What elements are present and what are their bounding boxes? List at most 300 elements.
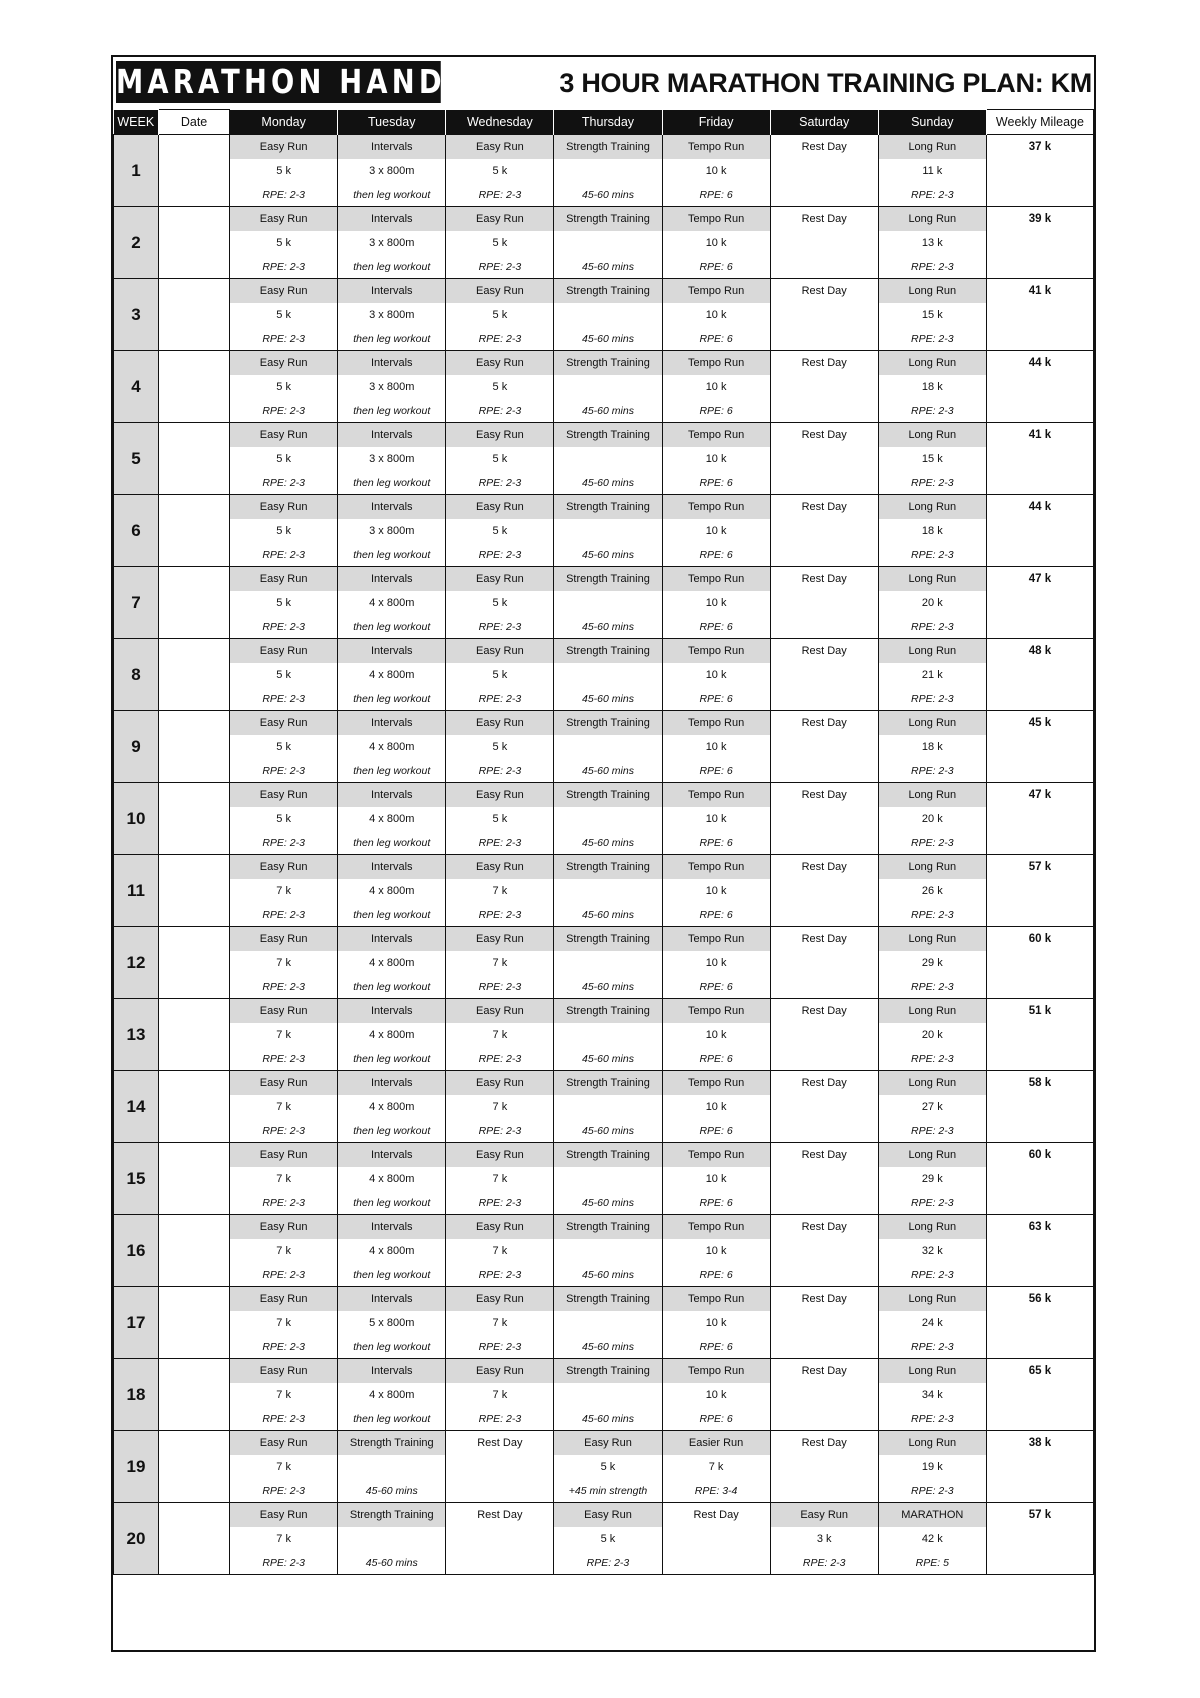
week-number: 17 xyxy=(114,1287,159,1359)
workout-note-thursday: 45-60 mins xyxy=(554,903,662,927)
workout-note-wednesday: RPE: 2-3 xyxy=(446,687,554,711)
workout-label-tuesday: Intervals xyxy=(338,927,446,952)
workout-note-saturday xyxy=(770,183,878,207)
workout-distance-sunday: 11 k xyxy=(878,159,986,183)
week-row xyxy=(114,855,1094,880)
workout-distance-saturday xyxy=(770,519,878,543)
workout-label-sunday: Long Run xyxy=(878,423,986,448)
workout-label-saturday: Easy Run xyxy=(770,1503,878,1528)
workout-note-sunday: RPE: 2-3 xyxy=(878,543,986,567)
workout-distance-thursday xyxy=(554,447,662,471)
workout-label-monday: Easy Run xyxy=(230,1287,338,1312)
workout-note-wednesday: RPE: 2-3 xyxy=(446,327,554,351)
date-cell[interactable] xyxy=(159,783,230,855)
workout-note-thursday: 45-60 mins xyxy=(554,1191,662,1215)
workout-label-sunday: Long Run xyxy=(878,999,986,1024)
week-row-notes xyxy=(114,471,1094,495)
workout-note-tuesday: 45-60 mins xyxy=(338,1551,446,1575)
workout-label-friday: Tempo Run xyxy=(662,279,770,304)
plan-title: 3 HOUR MARATHON TRAINING PLAN: KM xyxy=(559,68,1092,98)
workout-note-friday: RPE: 6 xyxy=(662,255,770,279)
training-plan-sheet xyxy=(111,55,1096,1652)
week-row-values xyxy=(114,807,1094,831)
workout-note-monday: RPE: 2-3 xyxy=(230,1119,338,1143)
workout-distance-friday: 10 k xyxy=(662,591,770,615)
workout-note-saturday xyxy=(770,903,878,927)
workout-note-monday: RPE: 2-3 xyxy=(230,1047,338,1071)
workout-distance-wednesday: 7 k xyxy=(446,1239,554,1263)
workout-distance-wednesday: 5 k xyxy=(446,591,554,615)
workout-label-monday: Easy Run xyxy=(230,495,338,520)
date-cell[interactable] xyxy=(159,279,230,351)
workout-label-thursday: Strength Training xyxy=(554,1287,662,1312)
week-number: 18 xyxy=(114,1359,159,1431)
workout-label-wednesday: Easy Run xyxy=(446,1143,554,1168)
week-row xyxy=(114,279,1094,304)
workout-label-friday: Tempo Run xyxy=(662,495,770,520)
workout-label-saturday: Rest Day xyxy=(770,351,878,376)
workout-note-friday: RPE: 6 xyxy=(662,615,770,639)
workout-label-saturday: Rest Day xyxy=(770,639,878,664)
workout-label-tuesday: Intervals xyxy=(338,495,446,520)
workout-note-thursday: 45-60 mins xyxy=(554,831,662,855)
workout-distance-monday: 5 k xyxy=(230,663,338,687)
weekly-mileage: 38 k xyxy=(986,1431,1093,1503)
workout-distance-saturday xyxy=(770,807,878,831)
workout-label-saturday: Rest Day xyxy=(770,207,878,232)
workout-distance-tuesday: 3 x 800m xyxy=(338,159,446,183)
workout-label-saturday: Rest Day xyxy=(770,423,878,448)
workout-distance-friday: 7 k xyxy=(662,1455,770,1479)
workout-distance-friday: 10 k xyxy=(662,1311,770,1335)
workout-label-saturday: Rest Day xyxy=(770,279,878,304)
workout-distance-monday: 5 k xyxy=(230,807,338,831)
week-row-notes xyxy=(114,255,1094,279)
workout-label-friday: Tempo Run xyxy=(662,423,770,448)
workout-label-monday: Easy Run xyxy=(230,279,338,304)
workout-distance-sunday: 20 k xyxy=(878,591,986,615)
workout-note-saturday xyxy=(770,975,878,999)
col-friday: Friday xyxy=(662,110,770,135)
week-row-values xyxy=(114,519,1094,543)
week-row-values xyxy=(114,1239,1094,1263)
workout-distance-thursday xyxy=(554,1095,662,1119)
week-row-notes xyxy=(114,327,1094,351)
workout-label-tuesday: Intervals xyxy=(338,1215,446,1240)
workout-distance-tuesday: 4 x 800m xyxy=(338,807,446,831)
weekly-mileage: 47 k xyxy=(986,567,1093,639)
workout-note-wednesday xyxy=(446,1479,554,1503)
week-row xyxy=(114,999,1094,1024)
workout-note-tuesday: then leg workout xyxy=(338,399,446,423)
workout-note-tuesday: then leg workout xyxy=(338,1191,446,1215)
workout-label-saturday: Rest Day xyxy=(770,927,878,952)
week-row-values xyxy=(114,231,1094,255)
workout-distance-sunday: 26 k xyxy=(878,879,986,903)
workout-note-sunday: RPE: 5 xyxy=(878,1551,986,1575)
week-row-values xyxy=(114,447,1094,471)
weekly-mileage: 47 k xyxy=(986,783,1093,855)
workout-note-friday: RPE: 3-4 xyxy=(662,1479,770,1503)
week-number: 10 xyxy=(114,783,159,855)
workout-note-thursday: 45-60 mins xyxy=(554,255,662,279)
col-sunday: Sunday xyxy=(878,110,986,135)
col-week: WEEK xyxy=(114,110,159,135)
week-number: 11 xyxy=(114,855,159,927)
date-cell[interactable] xyxy=(159,351,230,423)
workout-label-tuesday: Intervals xyxy=(338,279,446,304)
workout-label-wednesday: Easy Run xyxy=(446,783,554,808)
workout-label-friday: Tempo Run xyxy=(662,1071,770,1096)
workout-label-thursday: Strength Training xyxy=(554,855,662,880)
workout-label-saturday: Rest Day xyxy=(770,495,878,520)
date-cell[interactable] xyxy=(159,1287,230,1359)
workout-label-thursday: Strength Training xyxy=(554,1143,662,1168)
workout-note-monday: RPE: 2-3 xyxy=(230,255,338,279)
workout-note-saturday xyxy=(770,543,878,567)
workout-note-saturday xyxy=(770,1407,878,1431)
week-row xyxy=(114,1071,1094,1096)
workout-note-saturday xyxy=(770,831,878,855)
workout-note-monday: RPE: 2-3 xyxy=(230,327,338,351)
workout-label-saturday: Rest Day xyxy=(770,783,878,808)
week-row-notes xyxy=(114,759,1094,783)
workout-label-tuesday: Intervals xyxy=(338,1287,446,1312)
workout-note-friday: RPE: 6 xyxy=(662,759,770,783)
workout-label-saturday: Rest Day xyxy=(770,999,878,1024)
workout-label-monday: Easy Run xyxy=(230,783,338,808)
workout-label-friday: Tempo Run xyxy=(662,1287,770,1312)
workout-label-thursday: Strength Training xyxy=(554,567,662,592)
workout-distance-friday: 10 k xyxy=(662,375,770,399)
week-number: 6 xyxy=(114,495,159,567)
workout-distance-wednesday: 5 k xyxy=(446,519,554,543)
workout-distance-monday: 7 k xyxy=(230,1383,338,1407)
workout-label-wednesday: Easy Run xyxy=(446,855,554,880)
workout-distance-sunday: 13 k xyxy=(878,231,986,255)
date-cell[interactable] xyxy=(159,1431,230,1503)
week-row-values xyxy=(114,303,1094,327)
training-table xyxy=(113,109,1094,1575)
workout-distance-saturday xyxy=(770,231,878,255)
workout-distance-sunday: 19 k xyxy=(878,1455,986,1479)
workout-label-sunday: Long Run xyxy=(878,711,986,736)
workout-label-tuesday: Strength Training xyxy=(338,1431,446,1456)
workout-note-wednesday: RPE: 2-3 xyxy=(446,759,554,783)
workout-label-sunday: Long Run xyxy=(878,855,986,880)
weekly-mileage: 41 k xyxy=(986,279,1093,351)
workout-label-sunday: MARATHON xyxy=(878,1503,986,1528)
workout-label-wednesday: Easy Run xyxy=(446,423,554,448)
workout-distance-thursday xyxy=(554,1167,662,1191)
week-row-notes xyxy=(114,687,1094,711)
week-row-values xyxy=(114,591,1094,615)
col-weekly-mileage: Weekly Mileage xyxy=(986,110,1093,135)
workout-note-sunday: RPE: 2-3 xyxy=(878,687,986,711)
workout-note-sunday: RPE: 2-3 xyxy=(878,399,986,423)
week-row xyxy=(114,135,1094,160)
column-header-row xyxy=(114,110,1094,135)
workout-note-saturday xyxy=(770,471,878,495)
week-row xyxy=(114,1359,1094,1384)
workout-distance-wednesday: 7 k xyxy=(446,1023,554,1047)
week-row xyxy=(114,207,1094,232)
col-wednesday: Wednesday xyxy=(446,110,554,135)
workout-distance-tuesday xyxy=(338,1527,446,1551)
workout-distance-tuesday: 3 x 800m xyxy=(338,231,446,255)
workout-distance-friday: 10 k xyxy=(662,663,770,687)
workout-note-tuesday: then leg workout xyxy=(338,903,446,927)
workout-note-monday: RPE: 2-3 xyxy=(230,1263,338,1287)
weekly-mileage: 41 k xyxy=(986,423,1093,495)
workout-distance-monday: 7 k xyxy=(230,951,338,975)
workout-label-monday: Easy Run xyxy=(230,1143,338,1168)
workout-note-monday: RPE: 2-3 xyxy=(230,975,338,999)
week-row-notes xyxy=(114,1263,1094,1287)
workout-distance-wednesday xyxy=(446,1455,554,1479)
date-cell[interactable] xyxy=(159,1071,230,1143)
workout-note-friday: RPE: 6 xyxy=(662,471,770,495)
week-row xyxy=(114,639,1094,664)
workout-distance-tuesday: 3 x 800m xyxy=(338,447,446,471)
week-row xyxy=(114,423,1094,448)
workout-label-tuesday: Intervals xyxy=(338,1071,446,1096)
workout-note-sunday: RPE: 2-3 xyxy=(878,1047,986,1071)
workout-note-saturday xyxy=(770,255,878,279)
date-cell[interactable] xyxy=(159,135,230,207)
date-cell[interactable] xyxy=(159,207,230,279)
workout-distance-monday: 7 k xyxy=(230,1095,338,1119)
workout-note-sunday: RPE: 2-3 xyxy=(878,255,986,279)
workout-note-saturday xyxy=(770,399,878,423)
workout-distance-wednesday: 7 k xyxy=(446,1383,554,1407)
workout-note-friday: RPE: 6 xyxy=(662,975,770,999)
workout-note-thursday: +45 min strength xyxy=(554,1479,662,1503)
workout-label-wednesday: Easy Run xyxy=(446,567,554,592)
workout-distance-saturday xyxy=(770,159,878,183)
date-cell[interactable] xyxy=(159,1503,230,1575)
workout-note-saturday xyxy=(770,1119,878,1143)
workout-note-tuesday: then leg workout xyxy=(338,327,446,351)
workout-distance-monday: 5 k xyxy=(230,735,338,759)
workout-label-sunday: Long Run xyxy=(878,567,986,592)
workout-note-tuesday: then leg workout xyxy=(338,543,446,567)
workout-distance-monday: 5 k xyxy=(230,159,338,183)
workout-distance-wednesday: 7 k xyxy=(446,1311,554,1335)
workout-note-friday: RPE: 6 xyxy=(662,1047,770,1071)
date-cell[interactable] xyxy=(159,639,230,711)
workout-note-wednesday: RPE: 2-3 xyxy=(446,255,554,279)
workout-distance-saturday xyxy=(770,735,878,759)
workout-label-monday: Easy Run xyxy=(230,1071,338,1096)
workout-distance-sunday: 27 k xyxy=(878,1095,986,1119)
date-cell[interactable] xyxy=(159,927,230,999)
week-row-notes xyxy=(114,831,1094,855)
workout-note-friday: RPE: 6 xyxy=(662,903,770,927)
workout-distance-wednesday: 5 k xyxy=(446,735,554,759)
workout-label-wednesday: Easy Run xyxy=(446,1359,554,1384)
date-cell[interactable] xyxy=(159,567,230,639)
workout-distance-sunday: 42 k xyxy=(878,1527,986,1551)
workout-label-wednesday: Easy Run xyxy=(446,207,554,232)
workout-note-thursday: 45-60 mins xyxy=(554,615,662,639)
workout-label-friday: Tempo Run xyxy=(662,567,770,592)
workout-note-monday: RPE: 2-3 xyxy=(230,1335,338,1359)
workout-label-thursday: Strength Training xyxy=(554,423,662,448)
week-row-notes xyxy=(114,399,1094,423)
workout-label-monday: Easy Run xyxy=(230,711,338,736)
workout-distance-wednesday: 5 k xyxy=(446,447,554,471)
workout-label-wednesday: Easy Run xyxy=(446,1215,554,1240)
workout-label-friday: Tempo Run xyxy=(662,783,770,808)
workout-distance-sunday: 18 k xyxy=(878,519,986,543)
week-row-notes xyxy=(114,975,1094,999)
workout-label-sunday: Long Run xyxy=(878,1287,986,1312)
workout-distance-friday: 10 k xyxy=(662,519,770,543)
workout-label-friday: Tempo Run xyxy=(662,207,770,232)
workout-note-tuesday: then leg workout xyxy=(338,1047,446,1071)
workout-distance-saturday xyxy=(770,879,878,903)
workout-label-monday: Easy Run xyxy=(230,855,338,880)
workout-distance-sunday: 15 k xyxy=(878,447,986,471)
workout-label-thursday: Strength Training xyxy=(554,783,662,808)
workout-label-thursday: Strength Training xyxy=(554,495,662,520)
workout-distance-wednesday: 5 k xyxy=(446,231,554,255)
workout-label-saturday: Rest Day xyxy=(770,855,878,880)
workout-note-sunday: RPE: 2-3 xyxy=(878,903,986,927)
workout-distance-thursday xyxy=(554,1311,662,1335)
workout-note-wednesday: RPE: 2-3 xyxy=(446,1407,554,1431)
workout-distance-sunday: 20 k xyxy=(878,807,986,831)
workout-note-friday: RPE: 6 xyxy=(662,1335,770,1359)
workout-distance-saturday xyxy=(770,1095,878,1119)
workout-note-friday: RPE: 6 xyxy=(662,831,770,855)
workout-label-friday: Tempo Run xyxy=(662,999,770,1024)
workout-note-wednesday: RPE: 2-3 xyxy=(446,1119,554,1143)
workout-distance-saturday xyxy=(770,1023,878,1047)
week-row xyxy=(114,1143,1094,1168)
date-cell[interactable] xyxy=(159,423,230,495)
workout-note-wednesday: RPE: 2-3 xyxy=(446,1191,554,1215)
workout-distance-monday: 5 k xyxy=(230,231,338,255)
workout-distance-saturday xyxy=(770,663,878,687)
date-cell[interactable] xyxy=(159,999,230,1071)
workout-note-wednesday: RPE: 2-3 xyxy=(446,975,554,999)
week-row-notes xyxy=(114,615,1094,639)
workout-note-sunday: RPE: 2-3 xyxy=(878,1335,986,1359)
workout-label-sunday: Long Run xyxy=(878,639,986,664)
workout-distance-saturday xyxy=(770,1239,878,1263)
date-cell[interactable] xyxy=(159,855,230,927)
workout-distance-monday: 7 k xyxy=(230,1167,338,1191)
workout-distance-wednesday: 5 k xyxy=(446,159,554,183)
workout-note-saturday xyxy=(770,1047,878,1071)
date-cell[interactable] xyxy=(159,1359,230,1431)
week-number: 20 xyxy=(114,1503,159,1575)
workout-note-monday: RPE: 2-3 xyxy=(230,903,338,927)
workout-distance-thursday xyxy=(554,735,662,759)
date-cell[interactable] xyxy=(159,495,230,567)
workout-label-sunday: Long Run xyxy=(878,1359,986,1384)
workout-distance-monday: 7 k xyxy=(230,879,338,903)
workout-distance-thursday xyxy=(554,231,662,255)
week-row xyxy=(114,1215,1094,1240)
workout-note-monday: RPE: 2-3 xyxy=(230,1479,338,1503)
workout-note-tuesday: 45-60 mins xyxy=(338,1479,446,1503)
workout-distance-tuesday: 3 x 800m xyxy=(338,519,446,543)
workout-distance-thursday xyxy=(554,807,662,831)
workout-distance-friday: 10 k xyxy=(662,159,770,183)
week-row-values xyxy=(114,1455,1094,1479)
workout-label-thursday: Strength Training xyxy=(554,207,662,232)
week-number: 19 xyxy=(114,1431,159,1503)
workout-label-friday: Tempo Run xyxy=(662,855,770,880)
date-cell[interactable] xyxy=(159,711,230,783)
workout-note-saturday xyxy=(770,759,878,783)
workout-note-saturday: RPE: 2-3 xyxy=(770,1551,878,1575)
workout-label-tuesday: Intervals xyxy=(338,711,446,736)
workout-note-wednesday: RPE: 2-3 xyxy=(446,1263,554,1287)
workout-label-wednesday: Easy Run xyxy=(446,639,554,664)
workout-label-thursday: Strength Training xyxy=(554,351,662,376)
workout-note-friday: RPE: 6 xyxy=(662,1119,770,1143)
workout-distance-tuesday: 4 x 800m xyxy=(338,663,446,687)
workout-distance-monday: 7 k xyxy=(230,1239,338,1263)
date-cell[interactable] xyxy=(159,1215,230,1287)
col-date: Date xyxy=(159,110,230,135)
workout-label-tuesday: Intervals xyxy=(338,207,446,232)
week-row-notes xyxy=(114,543,1094,567)
workout-note-tuesday: then leg workout xyxy=(338,831,446,855)
workout-label-monday: Easy Run xyxy=(230,423,338,448)
workout-note-wednesday: RPE: 2-3 xyxy=(446,831,554,855)
workout-distance-wednesday xyxy=(446,1527,554,1551)
workout-label-monday: Easy Run xyxy=(230,639,338,664)
workout-distance-thursday: 5 k xyxy=(554,1527,662,1551)
workout-distance-sunday: 34 k xyxy=(878,1383,986,1407)
workout-distance-sunday: 18 k xyxy=(878,735,986,759)
workout-distance-tuesday: 4 x 800m xyxy=(338,951,446,975)
workout-label-saturday: Rest Day xyxy=(770,711,878,736)
workout-note-tuesday: then leg workout xyxy=(338,615,446,639)
workout-note-thursday: 45-60 mins xyxy=(554,1407,662,1431)
workout-label-monday: Easy Run xyxy=(230,351,338,376)
workout-distance-wednesday: 5 k xyxy=(446,807,554,831)
date-cell[interactable] xyxy=(159,1143,230,1215)
workout-distance-thursday xyxy=(554,519,662,543)
workout-label-tuesday: Intervals xyxy=(338,639,446,664)
brand-logo: MARATHON HANDBOOK xyxy=(116,62,552,101)
workout-note-sunday: RPE: 2-3 xyxy=(878,183,986,207)
week-number: 12 xyxy=(114,927,159,999)
workout-note-wednesday xyxy=(446,1551,554,1575)
workout-distance-tuesday: 4 x 800m xyxy=(338,1239,446,1263)
workout-label-wednesday: Easy Run xyxy=(446,711,554,736)
workout-distance-thursday xyxy=(554,303,662,327)
weekly-mileage: 48 k xyxy=(986,639,1093,711)
week-row-values xyxy=(114,1383,1094,1407)
workout-note-thursday: 45-60 mins xyxy=(554,399,662,423)
workout-note-monday: RPE: 2-3 xyxy=(230,399,338,423)
workout-distance-saturday xyxy=(770,1455,878,1479)
workout-label-monday: Easy Run xyxy=(230,207,338,232)
workout-note-sunday: RPE: 2-3 xyxy=(878,975,986,999)
title-row xyxy=(113,57,1094,107)
workout-distance-tuesday: 4 x 800m xyxy=(338,879,446,903)
workout-label-tuesday: Strength Training xyxy=(338,1503,446,1528)
workout-label-saturday: Rest Day xyxy=(770,1287,878,1312)
workout-note-sunday: RPE: 2-3 xyxy=(878,1191,986,1215)
